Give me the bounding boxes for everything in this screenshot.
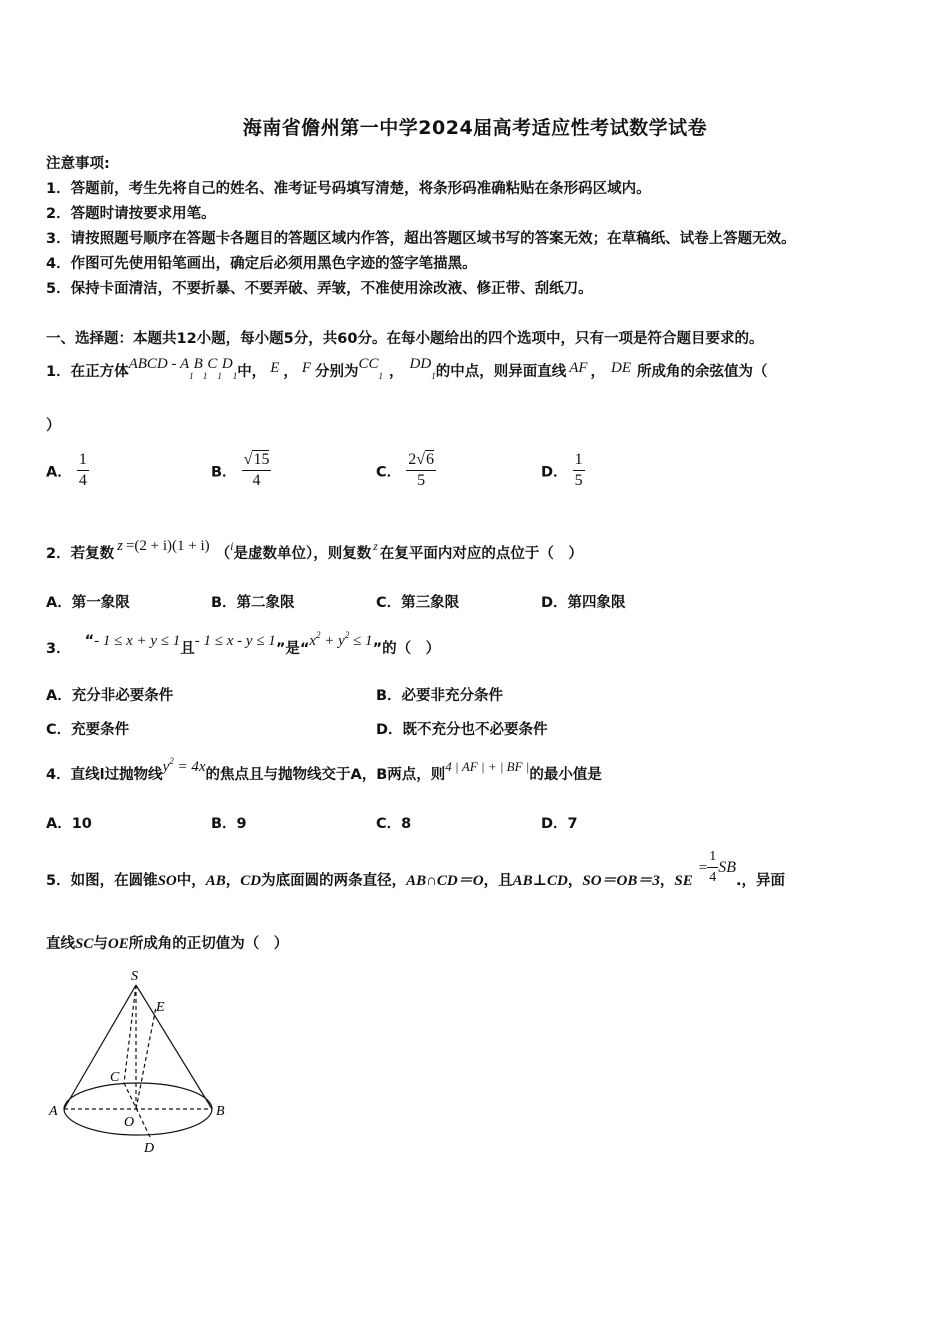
label-b: B — [216, 1104, 225, 1119]
notice-item: 3．请按照题号顺序在答题卡各题目的答题区域内作答，超出答题区域书写的答案无效；在草稿纸、试卷上答题无效。 — [46, 231, 796, 247]
page-title: 海南省儋州第一中学2024届高考适应性考试数学试卷 — [242, 117, 708, 139]
label-a: A — [49, 1104, 58, 1119]
q3-option-b: B．必要非充分条件 — [376, 688, 504, 704]
segment-oe — [136, 1007, 156, 1109]
label-d: D — [144, 1141, 155, 1156]
notice-item: 2．答题时请按要求用笔。 — [46, 206, 216, 222]
q1-option-c: C． $\frac{2√6}{5}$ — [376, 451, 435, 489]
cone-edge-right — [136, 985, 212, 1109]
q1-close-paren: ） — [46, 418, 61, 434]
segment-sc — [124, 985, 136, 1083]
q1-option-a: A． $\frac{1}{4}$ — [46, 451, 87, 489]
question-2: 2．若复数 z =(2 + i)(1 + i) （$^i$是虚数单位），则复数 $^z$ 在复平面内对应的点位于（ ） — [46, 538, 583, 562]
question-3: 3． “- 1 ≤ x + y ≤ 1且- 1 ≤ x - y ≤ 1”是“$x^2 + y^2 \le 1$”的（ ） — [46, 630, 441, 657]
q2-option-a: A．第一象限 — [46, 595, 130, 611]
notice-item: 5．保持卡面清洁，不要折暴、不要弄破、弄皱，不准使用涂改液、修正带、刮纸刀。 — [46, 281, 593, 297]
label-e: E — [156, 1000, 165, 1015]
q4-option-b: B．9 — [211, 816, 247, 832]
question-5: 5．如图，在圆锥SO中，AB，CD为底面圆的两条直径，AB∩CD＝O，且AB⊥CD，SO＝OB＝3，SE= $\frac{1}{4}$ SB.，异面 — [46, 849, 785, 889]
q4-option-d: D．7 — [541, 816, 578, 832]
notice-item: 1．答题前，考生先将自己的姓名、准考证号码填写清楚，将条形码准确粘贴在条形码区域内。 — [46, 181, 651, 197]
question-5-line2: 直线SC与OE所成角的正切值为（ ） — [46, 936, 289, 952]
question-4: 4．直线l过抛物线$y^2 = 4x$的焦点且与抛物线交于A，B两点，则4 | AF | + | BF |的最小值是 — [46, 756, 602, 783]
q3-option-a: A．充分非必要条件 — [46, 688, 174, 704]
section-heading: 一、选择题：本题共12小题，每小题5分，共60分。在每小题给出的四个选项中，只有一项是符合题目要求的。 — [46, 331, 764, 347]
label-c: C — [110, 1070, 120, 1085]
q4-option-a: A．10 — [46, 816, 92, 832]
label-s: S — [131, 969, 138, 984]
cone-edge-left — [64, 985, 136, 1109]
q2-option-c: C．第三象限 — [376, 595, 460, 611]
q4-option-c: C．8 — [376, 816, 412, 832]
q1-cube: ABCD - A — [128, 356, 190, 372]
notice-item: 4．作图可先使用铅笔画出，确定后必须用黑色字迹的签字笔描黑。 — [46, 256, 477, 272]
q3-option-c: C．充要条件 — [46, 722, 130, 738]
q2-option-b: B．第二象限 — [211, 595, 295, 611]
q1-text: 1．在正方体 — [46, 364, 129, 380]
q2-option-d: D．第四象限 — [541, 595, 626, 611]
label-o: O — [124, 1115, 135, 1130]
notice-heading: 注意事项: — [46, 156, 110, 172]
q1-option-b: B． $\frac{√15}{4}$ — [211, 451, 270, 489]
q1-option-d: D． $\frac{1}{5}$ — [541, 451, 583, 489]
cone-figure — [40, 965, 240, 1165]
q3-option-d: D．既不充分也不必要条件 — [376, 722, 548, 738]
question-1: 1．在正方体ABCD - $A_1B_1C_1D_1$中， E ， F 分别为$CC_1$ ， $DD_1$的中点，则异面直线 AF ， DE 所成角的余弦值为（ — [46, 356, 768, 381]
